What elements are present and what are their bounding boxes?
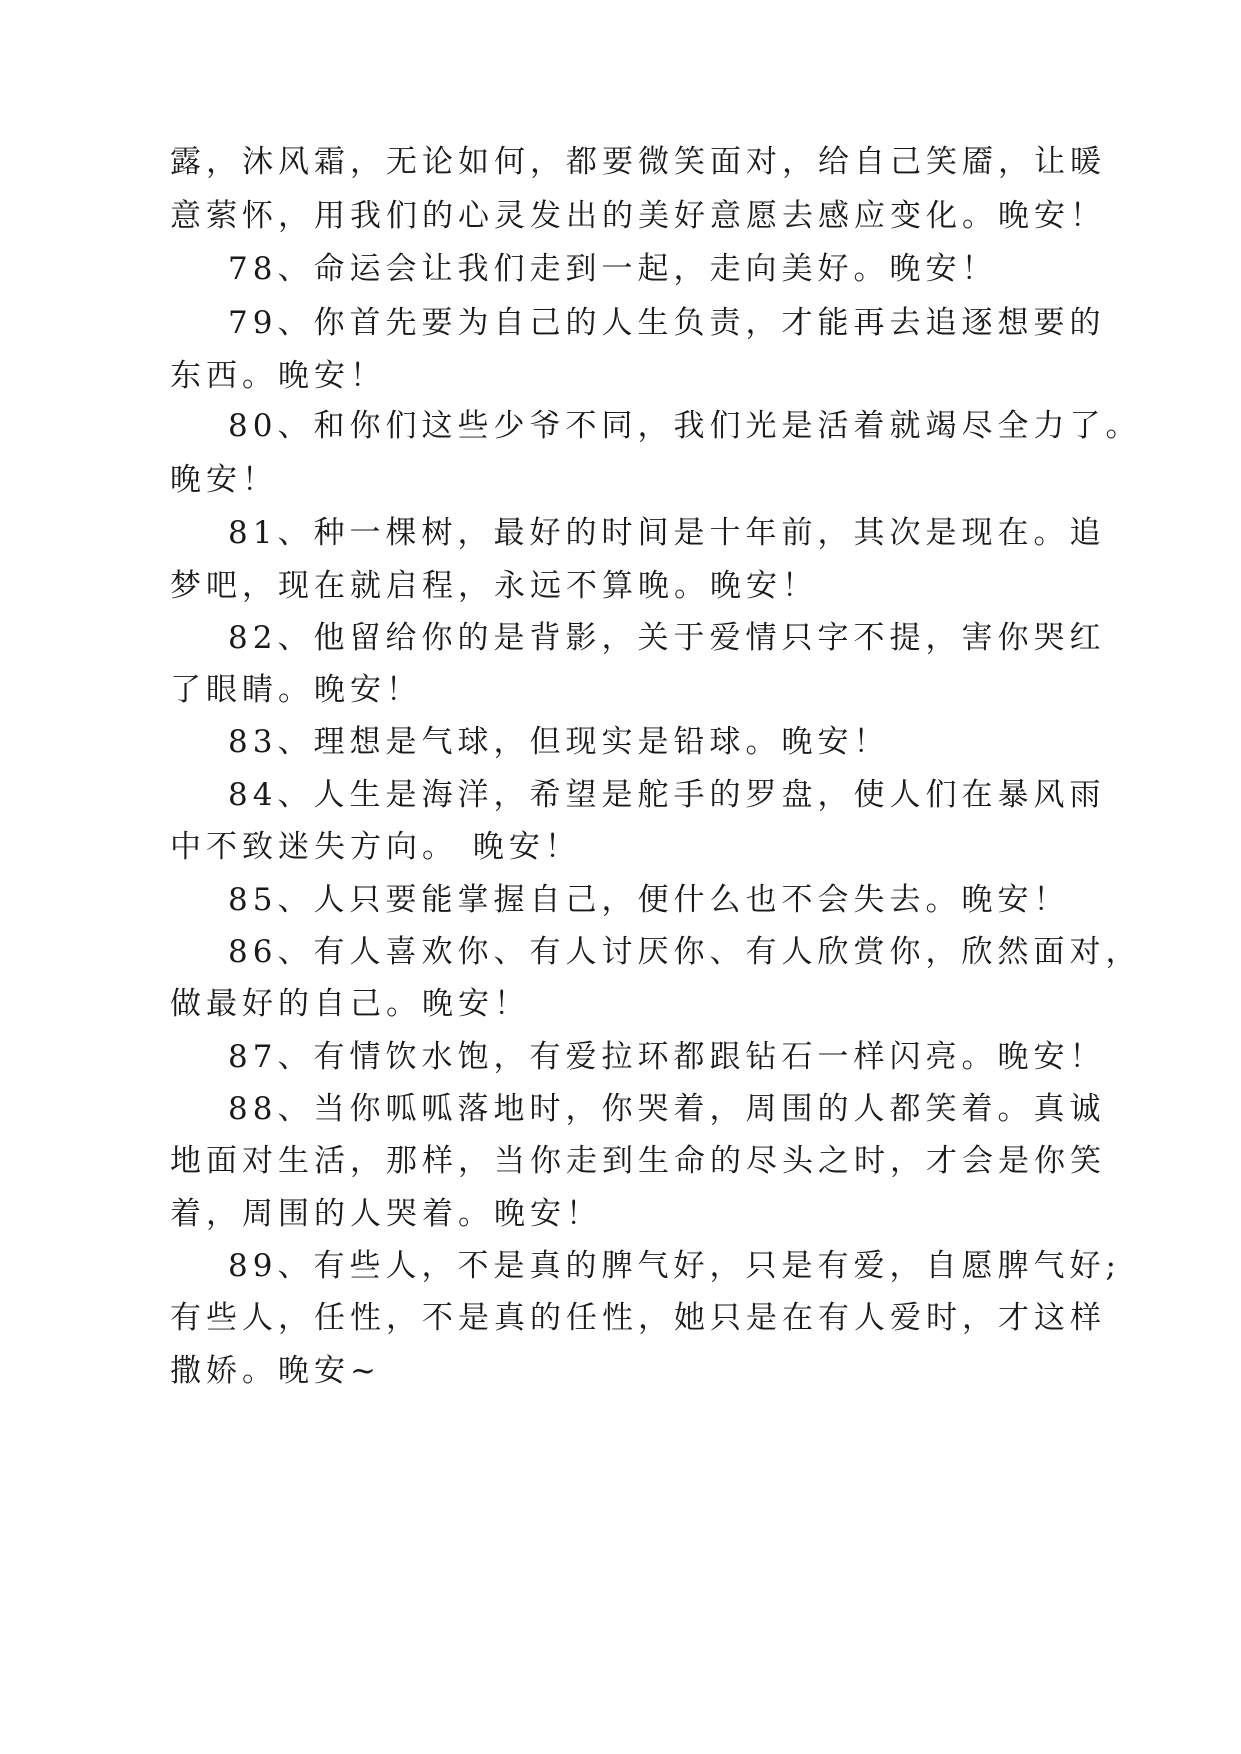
text-line: 85、人只要能掌握自己，便什么也不会失去。晚安！ — [228, 882, 1070, 918]
text-line: 撒娇。晚安~ — [170, 1353, 381, 1389]
text-line: 81、种一棵树，最好的时间是十年前，其次是现在。追 — [228, 515, 1106, 551]
text-line: 地面对生活，那样，当你走到生命的尽头之时，才会是你笑 — [170, 1143, 1106, 1179]
text-line: 83、理想是气球，但现实是铅球。晚安！ — [228, 724, 890, 760]
text-line: 80、和你们这些少爷不同，我们光是活着就竭尽全力了。 — [228, 408, 1142, 444]
text-line: 86、有人喜欢你、有人讨厌你、有人欣赏你，欣然面对， — [228, 934, 1142, 970]
text-line: 87、有情饮水饱，有爱拉环都跟钻石一样闪亮。晚安！ — [228, 1039, 1106, 1075]
text-line: 82、他留给你的是背影，关于爱情只字不提，害你哭红 — [228, 620, 1106, 656]
text-line: 了眼睛。晚安！ — [170, 672, 422, 708]
text-line: 着，周围的人哭着。晚安！ — [170, 1196, 602, 1232]
text-line: 89、有些人，不是真的脾气好，只是有爱，自愿脾气好; — [228, 1248, 1121, 1284]
text-line: 做最好的自己。晚安！ — [170, 986, 530, 1022]
text-line: 中不致迷失方向。 晚安！ — [170, 829, 581, 865]
text-line: 露，沐风霜，无论如何，都要微笑面对，给自己笑靥，让暖 — [170, 144, 1106, 180]
text-line: 梦吧，现在就启程，永远不算晚。晚安！ — [170, 568, 818, 604]
text-line: 有些人，任性，不是真的任性，她只是在有人爱时，才这样 — [170, 1300, 1106, 1336]
text-line: 84、人生是海洋，希望是舵手的罗盘，使人们在暴风雨 — [228, 777, 1106, 813]
text-line: 78、命运会让我们走到一起，走向美好。晚安！ — [228, 251, 998, 287]
text-line: 88、当你呱呱落地时，你哭着，周围的人都笑着。真诚 — [228, 1091, 1106, 1127]
text-line: 晚安！ — [170, 462, 278, 498]
text-line: 意萦怀，用我们的心灵发出的美好意愿去感应变化。晚安！ — [170, 198, 1106, 234]
text-line: 东西。晚安！ — [170, 358, 386, 394]
text-line: 79、你首先要为自己的人生负责，才能再去追逐想要的 — [228, 305, 1106, 341]
